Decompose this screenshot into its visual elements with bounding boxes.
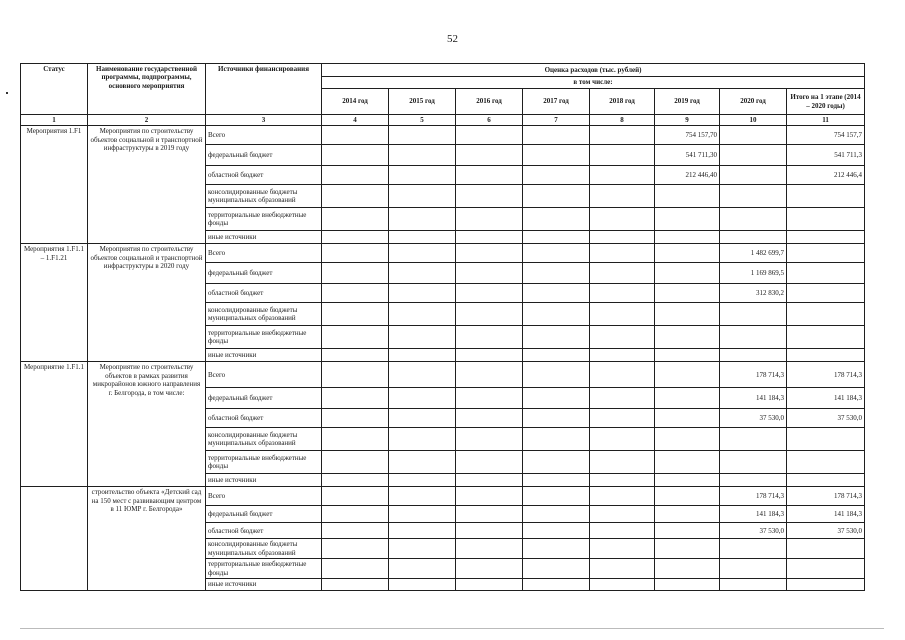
amount-cell <box>456 145 523 166</box>
amount-cell <box>655 231 720 244</box>
amount-cell <box>523 166 590 185</box>
amount-cell <box>655 523 720 539</box>
total-cell <box>787 185 865 208</box>
funding-source: территориальные внебюджетные фонды <box>206 451 322 474</box>
total-cell <box>787 244 865 263</box>
total-cell: 178 714,3 <box>787 487 865 506</box>
total-cell: 178 714,3 <box>787 362 865 388</box>
total-cell <box>787 284 865 303</box>
amount-cell <box>655 349 720 362</box>
amount-cell <box>456 263 523 284</box>
amount-cell <box>523 231 590 244</box>
funding-source: Всего <box>206 487 322 506</box>
total-cell: 754 157,7 <box>787 126 865 145</box>
column-number: 8 <box>590 115 655 126</box>
amount-cell <box>590 579 655 591</box>
amount-cell <box>720 539 787 559</box>
amount-cell <box>720 474 787 487</box>
amount-cell <box>456 559 523 579</box>
total-cell <box>787 428 865 451</box>
amount-cell <box>720 428 787 451</box>
amount-cell <box>720 579 787 591</box>
amount-cell <box>720 559 787 579</box>
amount-cell <box>456 208 523 231</box>
amount-cell <box>523 126 590 145</box>
total-cell <box>787 208 865 231</box>
amount-cell <box>590 362 655 388</box>
row-status <box>21 487 88 591</box>
amount-cell <box>590 145 655 166</box>
amount-cell <box>456 303 523 326</box>
amount-cell <box>389 263 456 284</box>
amount-cell <box>389 539 456 559</box>
amount-cell <box>322 185 389 208</box>
amount-cell: 1 169 869,5 <box>720 263 787 284</box>
amount-cell <box>590 428 655 451</box>
funding-source: Всего <box>206 362 322 388</box>
funding-source: федеральный бюджет <box>206 145 322 166</box>
total-cell: 141 184,3 <box>787 506 865 523</box>
amount-cell: 141 184,3 <box>720 388 787 409</box>
amount-cell <box>720 451 787 474</box>
amount-cell <box>523 388 590 409</box>
amount-cell <box>720 303 787 326</box>
amount-cell <box>655 506 720 523</box>
header-including: в том числе: <box>322 77 865 89</box>
amount-cell <box>655 539 720 559</box>
amount-cell <box>322 326 389 349</box>
amount-cell <box>389 474 456 487</box>
amount-cell <box>456 388 523 409</box>
total-cell <box>787 231 865 244</box>
amount-cell <box>655 362 720 388</box>
amount-cell <box>590 303 655 326</box>
amount-cell <box>322 539 389 559</box>
amount-cell <box>590 487 655 506</box>
funding-source: Всего <box>206 126 322 145</box>
funding-source: федеральный бюджет <box>206 506 322 523</box>
amount-cell <box>523 208 590 231</box>
amount-cell <box>456 409 523 428</box>
page-bottom-rule <box>20 628 884 629</box>
funding-source: консолидированные бюджеты муниципальных образований <box>206 539 322 559</box>
amount-cell <box>590 126 655 145</box>
amount-cell <box>523 349 590 362</box>
header-year: 2019 год <box>655 89 720 115</box>
header-year: 2017 год <box>523 89 590 115</box>
amount-cell <box>655 579 720 591</box>
amount-cell <box>389 388 456 409</box>
table-row <box>21 126 865 145</box>
row-status: Мероприятие 1.F1.1 <box>21 362 88 487</box>
amount-cell <box>322 244 389 263</box>
amount-cell <box>389 231 456 244</box>
amount-cell <box>322 428 389 451</box>
amount-cell <box>322 487 389 506</box>
funding-source: территориальные внебюджетные фонды <box>206 559 322 579</box>
amount-cell <box>456 428 523 451</box>
total-cell <box>787 326 865 349</box>
amount-cell <box>322 559 389 579</box>
amount-cell <box>322 579 389 591</box>
amount-cell <box>523 409 590 428</box>
margin-mark <box>6 92 8 94</box>
header-year: 2016 год <box>456 89 523 115</box>
amount-cell: 178 714,3 <box>720 362 787 388</box>
amount-cell <box>456 284 523 303</box>
amount-cell <box>389 362 456 388</box>
column-number: 7 <box>523 115 590 126</box>
amount-cell <box>389 303 456 326</box>
amount-cell <box>523 244 590 263</box>
header-name: Наименование государственной программы, подпрограммы, основного мероприятия <box>88 64 206 115</box>
amount-cell <box>523 303 590 326</box>
funding-source: областной бюджет <box>206 409 322 428</box>
amount-cell <box>322 409 389 428</box>
funding-source: Всего <box>206 244 322 263</box>
amount-cell <box>389 208 456 231</box>
amount-cell <box>322 166 389 185</box>
amount-cell <box>389 487 456 506</box>
funding-source: консолидированные бюджеты муниципальных образований <box>206 428 322 451</box>
funding-source: иные источники <box>206 474 322 487</box>
amount-cell: 178 714,3 <box>720 487 787 506</box>
amount-cell <box>389 428 456 451</box>
amount-cell <box>523 428 590 451</box>
amount-cell <box>523 487 590 506</box>
amount-cell <box>655 263 720 284</box>
amount-cell <box>389 559 456 579</box>
amount-cell <box>456 126 523 145</box>
amount-cell <box>720 208 787 231</box>
amount-cell <box>456 349 523 362</box>
amount-cell <box>590 284 655 303</box>
total-cell: 37 530,0 <box>787 523 865 539</box>
amount-cell: 212 446,40 <box>655 166 720 185</box>
total-cell <box>787 559 865 579</box>
amount-cell <box>590 208 655 231</box>
amount-cell <box>590 326 655 349</box>
column-number: 2 <box>88 115 206 126</box>
header-year: 2020 год <box>720 89 787 115</box>
column-number: 5 <box>389 115 456 126</box>
row-status: Мероприятия 1.F1 <box>21 126 88 244</box>
amount-cell <box>456 487 523 506</box>
amount-cell <box>655 208 720 231</box>
amount-cell <box>590 263 655 284</box>
amount-cell <box>523 451 590 474</box>
amount-cell: 1 482 699,7 <box>720 244 787 263</box>
row-name: Мероприятия по строительству объектов социальной и транспортной инфраструктуры в 2019 году <box>88 126 206 244</box>
amount-cell <box>720 326 787 349</box>
total-cell <box>787 303 865 326</box>
row-status: Мероприятия 1.F1.1 – 1.F1.21 <box>21 244 88 362</box>
total-cell <box>787 579 865 591</box>
amount-cell <box>655 428 720 451</box>
amount-cell <box>322 349 389 362</box>
amount-cell: 754 157,70 <box>655 126 720 145</box>
amount-cell <box>389 451 456 474</box>
amount-cell <box>590 388 655 409</box>
amount-cell <box>523 326 590 349</box>
total-cell <box>787 349 865 362</box>
amount-cell <box>720 166 787 185</box>
amount-cell <box>322 451 389 474</box>
amount-cell: 541 711,30 <box>655 145 720 166</box>
amount-cell <box>655 284 720 303</box>
amount-cell <box>720 126 787 145</box>
funding-source: территориальные внебюджетные фонды <box>206 326 322 349</box>
amount-cell <box>523 284 590 303</box>
amount-cell <box>322 303 389 326</box>
column-number: 3 <box>206 115 322 126</box>
amount-cell <box>655 244 720 263</box>
amount-cell <box>322 263 389 284</box>
funding-source: областной бюджет <box>206 523 322 539</box>
amount-cell <box>322 506 389 523</box>
amount-cell <box>523 506 590 523</box>
funding-source: консолидированные бюджеты муниципальных образований <box>206 303 322 326</box>
amount-cell <box>590 506 655 523</box>
amount-cell <box>389 579 456 591</box>
amount-cell: 141 184,3 <box>720 506 787 523</box>
amount-cell <box>590 539 655 559</box>
amount-cell <box>590 474 655 487</box>
amount-cell <box>523 559 590 579</box>
page-number: 52 <box>447 33 458 45</box>
amount-cell <box>322 231 389 244</box>
header-year: Итого на 1 этапе (2014 – 2020 годы) <box>787 89 865 115</box>
amount-cell <box>389 185 456 208</box>
funding-source: иные источники <box>206 231 322 244</box>
total-cell: 541 711,3 <box>787 145 865 166</box>
total-cell <box>787 451 865 474</box>
amount-cell: 312 830,2 <box>720 284 787 303</box>
amount-cell <box>655 388 720 409</box>
amount-cell <box>322 145 389 166</box>
amount-cell <box>322 284 389 303</box>
amount-cell <box>456 185 523 208</box>
header-year: 2015 год <box>389 89 456 115</box>
amount-cell <box>322 523 389 539</box>
amount-cell <box>720 349 787 362</box>
table-row <box>21 487 865 506</box>
row-name: строительство объекта «Детский сад на 150 мест с развивающим центром в 11 ЮМР г. Белгорода» <box>88 487 206 591</box>
total-cell: 37 530,0 <box>787 409 865 428</box>
funding-source: областной бюджет <box>206 284 322 303</box>
funding-source: консолидированные бюджеты муниципальных образований <box>206 185 322 208</box>
amount-cell <box>590 349 655 362</box>
funding-source: федеральный бюджет <box>206 388 322 409</box>
amount-cell <box>523 579 590 591</box>
amount-cell <box>655 185 720 208</box>
amount-cell <box>456 244 523 263</box>
amount-cell: 37 530,0 <box>720 409 787 428</box>
column-number: 11 <box>787 115 865 126</box>
amount-cell <box>389 506 456 523</box>
amount-cell <box>523 539 590 559</box>
amount-cell <box>523 263 590 284</box>
amount-cell <box>590 523 655 539</box>
table-row <box>21 244 865 263</box>
amount-cell <box>590 166 655 185</box>
header-sources: Источники финансирования <box>206 64 322 115</box>
table-row <box>21 362 865 388</box>
amount-cell <box>523 474 590 487</box>
amount-cell <box>655 487 720 506</box>
row-name: Мероприятие по строительству объектов в рамках развития микрорайонов южного направления г. Белгорода, в том числе: <box>88 362 206 487</box>
amount-cell <box>389 349 456 362</box>
total-cell <box>787 263 865 284</box>
column-number: 6 <box>456 115 523 126</box>
amount-cell <box>322 208 389 231</box>
amount-cell <box>389 284 456 303</box>
amount-cell <box>456 506 523 523</box>
amount-cell <box>456 539 523 559</box>
header-estimate: Оценка расходов (тыс. рублей) <box>322 64 865 77</box>
amount-cell <box>720 231 787 244</box>
column-number: 10 <box>720 115 787 126</box>
funding-source: областной бюджет <box>206 166 322 185</box>
header-status: Статус <box>21 64 88 115</box>
funding-source: иные источники <box>206 349 322 362</box>
amount-cell <box>655 409 720 428</box>
amount-cell <box>322 362 389 388</box>
column-number: 4 <box>322 115 389 126</box>
amount-cell <box>456 326 523 349</box>
amount-cell: 37 530,0 <box>720 523 787 539</box>
amount-cell <box>456 474 523 487</box>
amount-cell <box>322 126 389 145</box>
amount-cell <box>590 451 655 474</box>
amount-cell <box>456 231 523 244</box>
amount-cell <box>456 451 523 474</box>
amount-cell <box>523 523 590 539</box>
column-number: 1 <box>21 115 88 126</box>
amount-cell <box>590 409 655 428</box>
column-number: 9 <box>655 115 720 126</box>
amount-cell <box>523 362 590 388</box>
amount-cell <box>389 523 456 539</box>
amount-cell <box>523 145 590 166</box>
amount-cell <box>456 523 523 539</box>
row-name: Мероприятия по строительству объектов социальной и транспортной инфраструктуры в 2020 году <box>88 244 206 362</box>
amount-cell <box>389 244 456 263</box>
amount-cell <box>720 145 787 166</box>
amount-cell <box>655 474 720 487</box>
total-cell <box>787 539 865 559</box>
amount-cell <box>389 145 456 166</box>
amount-cell <box>389 166 456 185</box>
total-cell: 212 446,4 <box>787 166 865 185</box>
amount-cell <box>655 303 720 326</box>
amount-cell <box>655 451 720 474</box>
total-cell: 141 184,3 <box>787 388 865 409</box>
amount-cell <box>590 185 655 208</box>
amount-cell <box>456 579 523 591</box>
funding-source: федеральный бюджет <box>206 263 322 284</box>
total-cell <box>787 474 865 487</box>
amount-cell <box>389 409 456 428</box>
amount-cell <box>456 362 523 388</box>
amount-cell <box>322 474 389 487</box>
budget-table <box>20 63 865 591</box>
amount-cell <box>655 559 720 579</box>
amount-cell <box>590 244 655 263</box>
funding-source: иные источники <box>206 579 322 591</box>
header-year: 2014 год <box>322 89 389 115</box>
amount-cell <box>590 559 655 579</box>
amount-cell <box>322 388 389 409</box>
amount-cell <box>389 126 456 145</box>
amount-cell <box>523 185 590 208</box>
amount-cell <box>720 185 787 208</box>
header-year: 2018 год <box>590 89 655 115</box>
funding-source: территориальные внебюджетные фонды <box>206 208 322 231</box>
amount-cell <box>389 326 456 349</box>
amount-cell <box>655 326 720 349</box>
amount-cell <box>590 231 655 244</box>
amount-cell <box>456 166 523 185</box>
